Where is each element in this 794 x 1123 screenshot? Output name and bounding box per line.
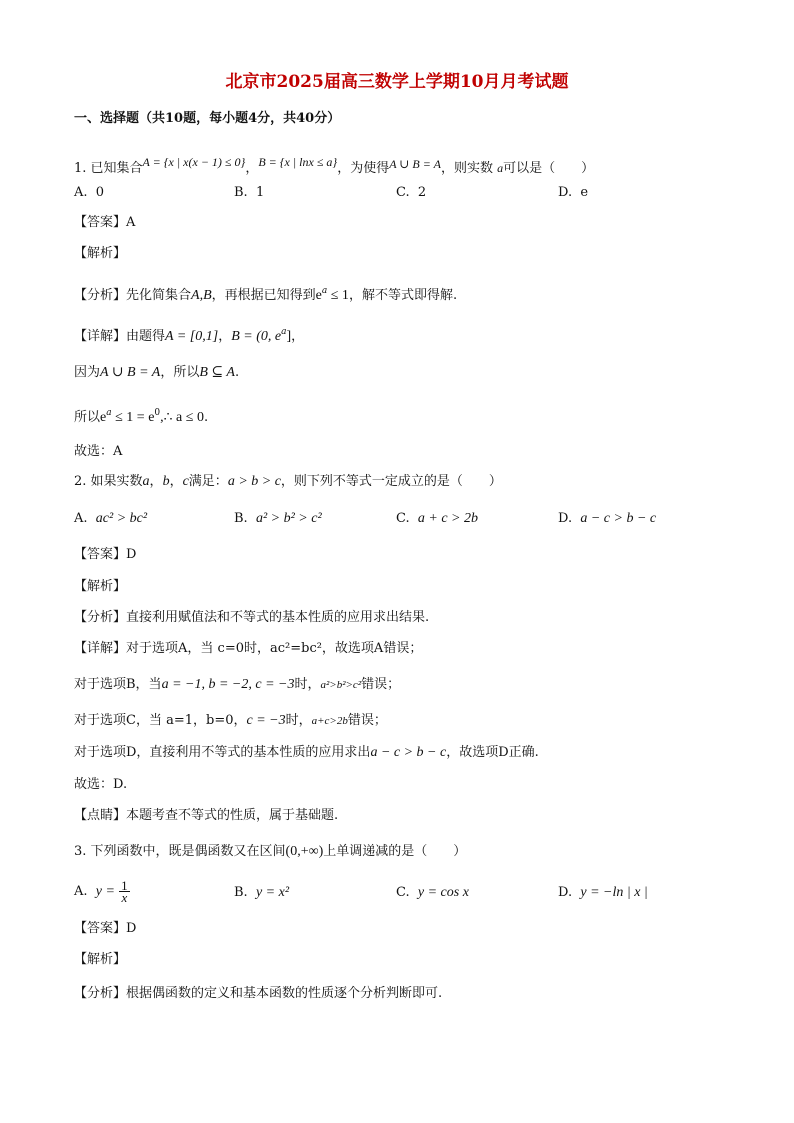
q2-stem: 2. 如果实数a，b，c满足：a > b > c，则下列不等式一定成立的是（ ） [74,474,502,489]
q2-detail: 【详解】对于选项A，当 c=0时，ac²=bc²，故选项A错误； [74,641,423,656]
page-title: 北京市2025届高三数学上学期10月月考试题 [225,72,569,92]
q1-option-a: A. 0 [74,185,105,200]
q3-option-d: D. y = −ln | x | [558,885,648,900]
q2-answer: 【答案】D [74,547,137,562]
q2-option-b: B. a² > b² > c² [234,511,322,526]
section-heading: 一、选择题（共10题，每小题4分，共40分） [74,111,341,126]
q1-option-d: D. e [558,185,589,200]
q1-choose: 故选：A [74,444,123,459]
q1-detail-line3: 所以$e^a \le 1$ = $e^0,\therefore$ a ≤ 0. [74,408,209,425]
q3-analysis-label: 【解析】 [74,952,127,967]
q3-answer: 【答案】D [74,921,137,936]
q2-choose: 故选：D. [74,777,128,792]
q1-detail-line2: 因为A ∪ B = A，所以B ⊆ A. [74,365,240,380]
q3-option-c: C. y = cos x [396,885,469,900]
q2-analysis-label: 【解析】 [74,579,127,594]
q3-stem: 3. 下列函数中，既是偶函数又在区间(0,+∞)上单调递减的是（ ） [74,844,467,859]
q2-detail-c: 对于选项C，当 a=1，b=0，c = −3时，a+c>2b错误； [74,713,387,728]
q3-option-a: A. y = $\frac{1}{x}$ [74,878,128,905]
fraction: $\frac{1}{x}$ [121,878,128,905]
q1-answer: 【答案】A [74,215,136,230]
q2-detail-d: 对于选项D，直接利用不等式的基本性质的应用求出a − c > b − c，故选项D正确. [74,745,539,760]
q1-option-c: C. 2 [396,185,427,200]
q2-fenxi: 【分析】直接利用赋值法和不等式的基本性质的应用求出结果. [74,610,430,625]
q2-option-a: A. ac² > bc² [74,511,148,526]
q1-fenxi: 【分析】先化简集合A,B，再根据已知得到$e^a \le 1$，解不等式即得解. [74,286,458,303]
q2-dianjing: 【点睛】本题考查不等式的性质，属于基础题. [74,808,339,823]
q1-detail: 【详解】由题得A = [0,1]，B = (0, $e^a$]， [74,327,305,344]
q2-detail-b: 对于选项B，当a = −1, b = −2, c = −3时，a²>b²>c²错误； [74,677,401,692]
q1-analysis-label: 【解析】 [74,246,127,261]
q2-option-d: D. a − c > b − c [558,511,657,526]
q1-option-b: B. 1 [234,185,265,200]
q3-option-b: B. y = x² [234,885,290,900]
q1-stem: 1. 已知集合A = {x | x(x − 1) ≤ 0}，B = {x | lnx ≤ a}，为使得A ∪ B = A，则实数 a可以是（ ） [74,155,595,176]
q2-option-c: C. a + c > 2b [396,511,478,526]
q3-fenxi: 【分析】根据偶函数的定义和基本函数的性质逐个分析判断即可. [74,986,443,1001]
